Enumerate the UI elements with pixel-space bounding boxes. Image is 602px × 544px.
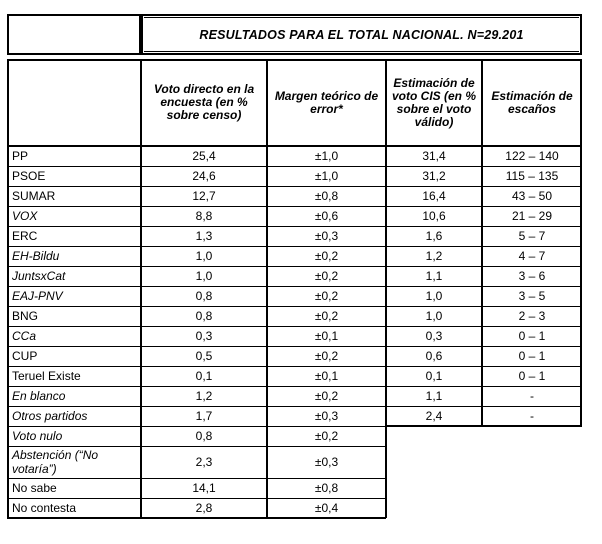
row-label: No contesta <box>12 501 77 515</box>
cell-margen-error: ±0,3 <box>314 455 339 469</box>
cell-margen-error: ±0,2 <box>314 249 339 263</box>
cell-margen-error: ±0,8 <box>314 189 339 203</box>
title-border-left <box>7 14 9 55</box>
header-estimacion-escanos: Estimación de escaños <box>491 88 573 116</box>
cell-estimacion-escanos: 5 – 7 <box>518 229 546 243</box>
cell-margen-error: ±0,8 <box>314 481 339 495</box>
cell-voto-directo: 0,5 <box>195 349 213 363</box>
cell-estimacion-voto: 1,1 <box>425 269 443 283</box>
row-label: CCa <box>12 329 37 343</box>
header-voto-directo: Voto directo en la encuesta (en % sobre censo) <box>153 82 255 122</box>
cell-estimacion-escanos: 0 – 1 <box>518 369 546 383</box>
cell-voto-directo: 25,4 <box>192 149 216 163</box>
cell-margen-error: ±0,1 <box>314 369 339 383</box>
cell-voto-directo: 2,8 <box>195 501 213 515</box>
row-label: Teruel Existe <box>12 369 81 383</box>
table-title: RESULTADOS PARA EL TOTAL NACIONAL. N=29.201 <box>199 27 524 42</box>
cell-voto-directo: 1,7 <box>195 409 213 423</box>
cell-estimacion-voto: 1,0 <box>425 309 443 323</box>
cell-voto-directo: 14,1 <box>192 481 216 495</box>
cell-estimacion-voto: 2,4 <box>425 409 443 423</box>
cell-voto-directo: 0,3 <box>195 329 213 343</box>
cell-voto-directo: 2,3 <box>195 455 213 469</box>
cell-estimacion-escanos: 0 – 1 <box>518 349 546 363</box>
cell-margen-error: ±0,1 <box>314 329 339 343</box>
cell-margen-error: ±0,2 <box>314 429 339 443</box>
cell-estimacion-voto: 1,0 <box>425 289 443 303</box>
cell-estimacion-voto: 10,6 <box>422 209 446 223</box>
cell-voto-directo: 0,8 <box>195 289 213 303</box>
cell-margen-error: ±0,2 <box>314 349 339 363</box>
cell-margen-error: ±0,3 <box>314 409 339 423</box>
cell-estimacion-escanos: 3 – 5 <box>518 289 546 303</box>
row-label: Abstención (“No votaría”) <box>12 448 99 476</box>
cell-estimacion-voto: 1,2 <box>425 249 443 263</box>
cell-estimacion-escanos: 43 – 50 <box>511 189 553 203</box>
cell-voto-directo: 1,0 <box>195 269 213 283</box>
cell-estimacion-escanos: - <box>530 389 534 403</box>
cell-margen-error: ±0,4 <box>314 501 339 515</box>
cell-margen-error: ±0,6 <box>314 209 339 223</box>
row-label: PSOE <box>12 169 46 183</box>
cell-voto-directo: 0,8 <box>195 429 213 443</box>
cell-estimacion-escanos: 115 – 135 <box>505 169 559 183</box>
cell-estimacion-voto: 31,4 <box>422 149 446 163</box>
cell-estimacion-voto: 1,1 <box>425 389 443 403</box>
cell-estimacion-escanos: - <box>530 409 534 423</box>
cell-estimacion-escanos: 2 – 3 <box>518 309 546 323</box>
cell-estimacion-escanos: 4 – 7 <box>518 249 546 263</box>
row-label: SUMAR <box>12 189 56 203</box>
row-label: PP <box>12 149 29 163</box>
header-border-top <box>7 59 582 61</box>
cell-estimacion-escanos: 21 – 29 <box>511 209 553 223</box>
row-label: BNG <box>12 309 39 323</box>
row-label: En blanco <box>12 389 66 403</box>
row-label: CUP <box>12 349 38 363</box>
row-label: EAJ-PNV <box>12 289 63 303</box>
cell-voto-directo: 1,0 <box>195 249 213 263</box>
cell-estimacion-voto: 0,3 <box>425 329 443 343</box>
cell-voto-directo: 24,6 <box>192 169 216 183</box>
row-label: ERC <box>12 229 38 243</box>
cell-estimacion-escanos: 0 – 1 <box>518 329 546 343</box>
row-label: JuntsxCat <box>12 269 66 283</box>
header-margen-error: Margen teórico de error* <box>274 88 379 116</box>
cell-estimacion-voto: 0,1 <box>425 369 443 383</box>
cell-margen-error: ±0,3 <box>314 229 339 243</box>
cell-voto-directo: 12,7 <box>192 189 216 203</box>
row-label: VOX <box>12 209 38 223</box>
cell-margen-error: ±0,2 <box>314 289 339 303</box>
row-label: Voto nulo <box>12 429 63 443</box>
row-label: No sabe <box>12 481 57 495</box>
cell-voto-directo: 0,8 <box>195 309 213 323</box>
cell-margen-error: ±0,2 <box>314 389 339 403</box>
cell-estimacion-voto: 0,6 <box>425 349 443 363</box>
cell-margen-error: ±1,0 <box>314 169 339 183</box>
cell-margen-error: ±1,0 <box>314 149 339 163</box>
cell-estimacion-voto: 31,2 <box>422 169 446 183</box>
header-estimacion-voto: Estimación de voto CIS (en % sobre el voto válido) <box>391 75 476 129</box>
cell-margen-error: ±0,2 <box>314 309 339 323</box>
row-label: EH-Bildu <box>12 249 60 263</box>
cell-estimacion-voto: 1,6 <box>425 229 443 243</box>
row-label: Otros partidos <box>12 409 88 423</box>
cell-estimacion-voto: 16,4 <box>422 189 446 203</box>
cell-voto-directo: 1,3 <box>195 229 213 243</box>
cell-voto-directo: 0,1 <box>195 369 213 383</box>
cell-margen-error: ±0,2 <box>314 269 339 283</box>
cell-estimacion-escanos: 122 – 140 <box>505 149 559 163</box>
cell-estimacion-escanos: 3 – 6 <box>518 269 546 283</box>
cell-voto-directo: 1,2 <box>195 389 213 403</box>
cell-voto-directo: 8,8 <box>195 209 213 223</box>
